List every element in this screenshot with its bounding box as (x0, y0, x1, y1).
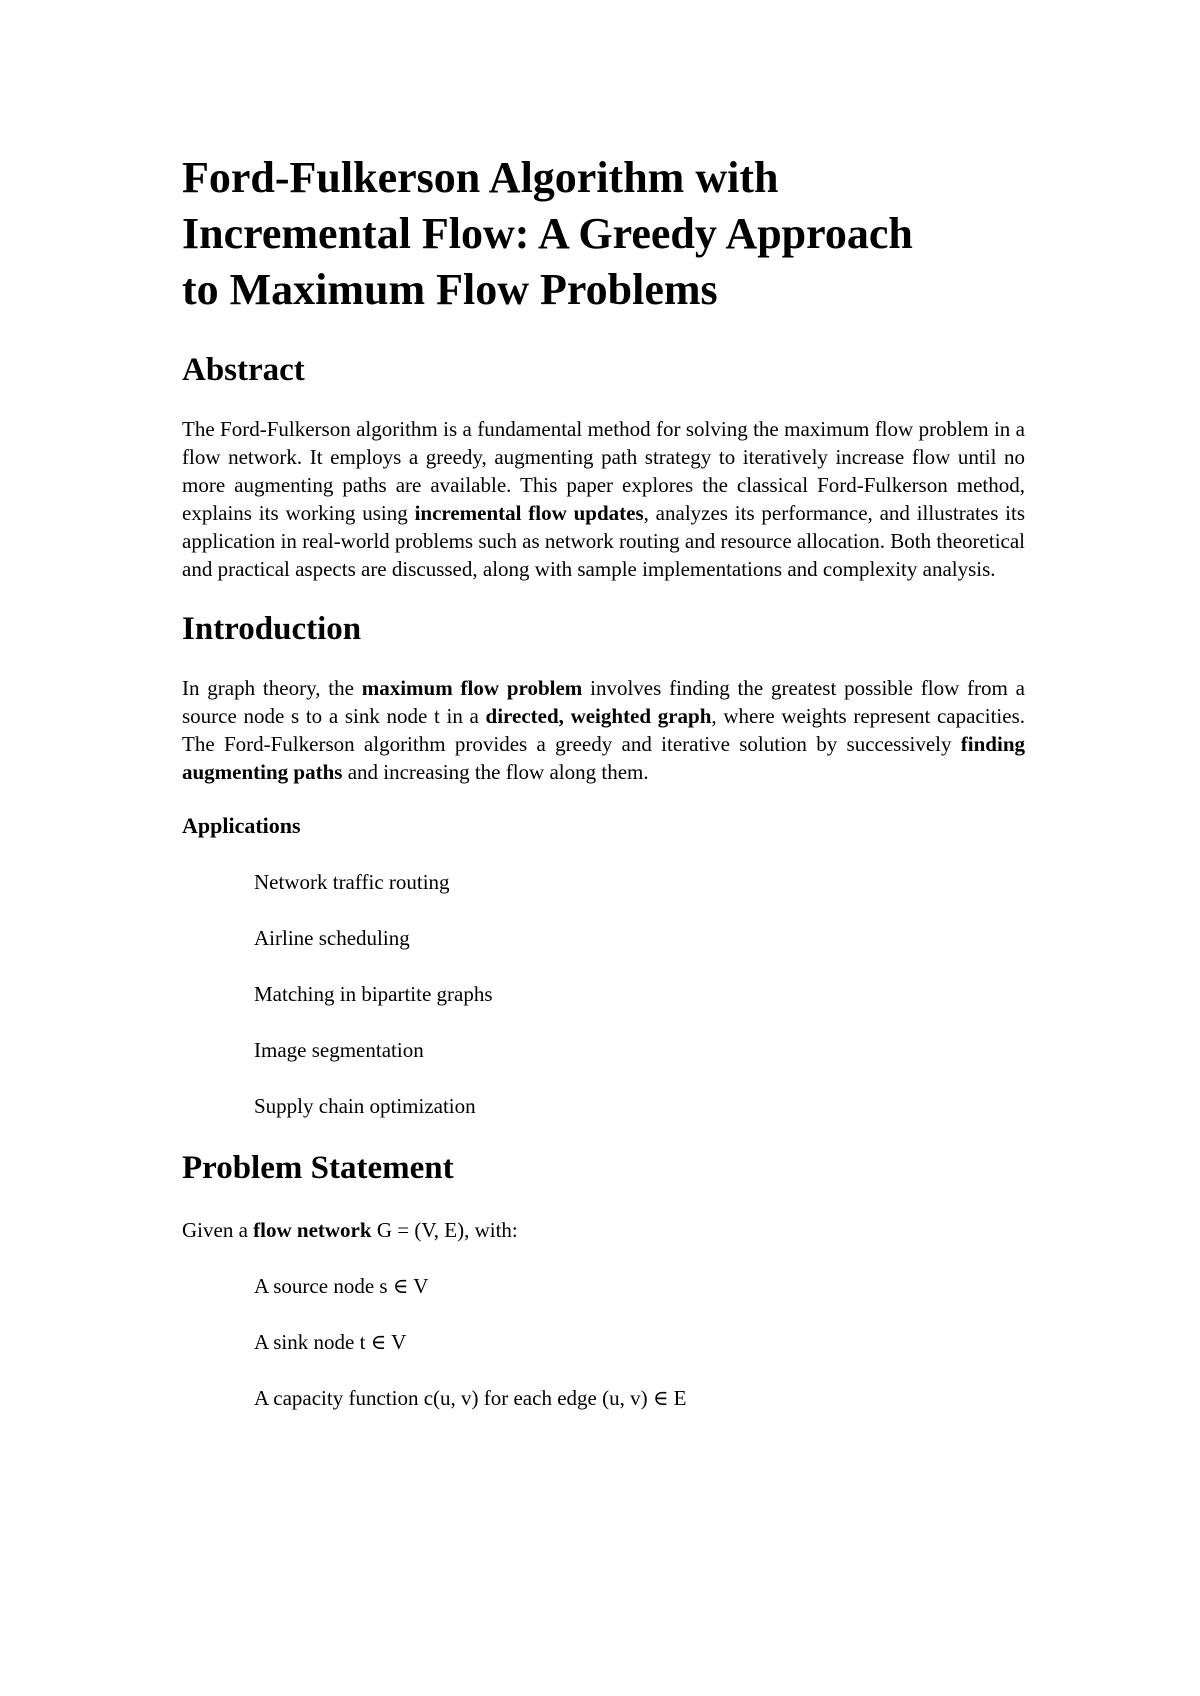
introduction-text: and increasing the flow along them. (342, 760, 649, 784)
abstract-text: , analyzes its performance, and illustrates its application in real-world problems such as network routing and resource allocation. Both theoretical and practical aspects are discussed, along with sample implementations and complexity analysis. (182, 501, 1026, 581)
introduction-heading: Introduction (182, 611, 362, 647)
problem-statement-section (182, 1148, 1025, 1412)
applications-section (182, 812, 1025, 1120)
introduction-text: involves finding the greatest possible flow from a source node s to a sink node t in a (182, 676, 1026, 728)
abstract-heading: Abstract (182, 352, 305, 388)
paper-content (182, 150, 1025, 1412)
problem-statement-paragraph (182, 1216, 1025, 1244)
list-item: Matching in bipartite graphs (254, 982, 493, 1006)
list-item: A capacity function c(u, v) for each edge (u, v) ∈ E (254, 1386, 687, 1410)
introduction-bold-term: maximum flow problem (361, 676, 583, 700)
list-item: Supply chain optimization (254, 1094, 476, 1118)
title-line: Incremental Flow: A Greedy Approach (182, 209, 913, 258)
abstract-text: The Ford-Fulkerson algorithm is a fundamental method for solving the maximum flow problem in a flow network. It employs a greedy, augmenting path strategy to iteratively increase flow until no more augmenting paths are available. This paper explores the classical Ford-Fulkerson method, explains its working using (182, 417, 1025, 525)
list-item: Network traffic routing (254, 870, 450, 894)
list-item: Airline scheduling (254, 926, 410, 950)
abstract-paragraph (182, 415, 1025, 583)
introduction-paragraph (182, 674, 1025, 786)
problem-text: G = (V, E), with: (371, 1218, 518, 1242)
list-item: Image segmentation (254, 1038, 424, 1062)
title-line: to Maximum Flow Problems (182, 265, 718, 314)
problem-text: Given a (182, 1218, 254, 1242)
title-line: Ford-Fulkerson Algorithm with (182, 153, 779, 202)
problem-bold-term: flow network (253, 1218, 372, 1242)
abstract-bold-term: incremental flow updates (414, 501, 644, 525)
abstract-section (182, 350, 1025, 583)
introduction-bold-term: finding augmenting paths (182, 732, 1025, 784)
applications-list (182, 868, 1025, 1120)
introduction-bold-term: directed, weighted graph (485, 704, 712, 728)
applications-heading: Applications (182, 813, 301, 838)
introduction-text: , where weights represent capacities. The Ford-Fulkerson algorithm provides a greedy and iterative solution by successively (182, 704, 1025, 756)
list-item: A source node s ∈ V (254, 1274, 429, 1298)
introduction-section (182, 609, 1025, 786)
introduction-text: In graph theory, the (182, 676, 362, 700)
paper-title (182, 150, 1025, 318)
problem-statement-list (182, 1272, 1025, 1412)
problem-statement-heading: Problem Statement (182, 1150, 454, 1186)
list-item: A sink node t ∈ V (254, 1330, 407, 1354)
